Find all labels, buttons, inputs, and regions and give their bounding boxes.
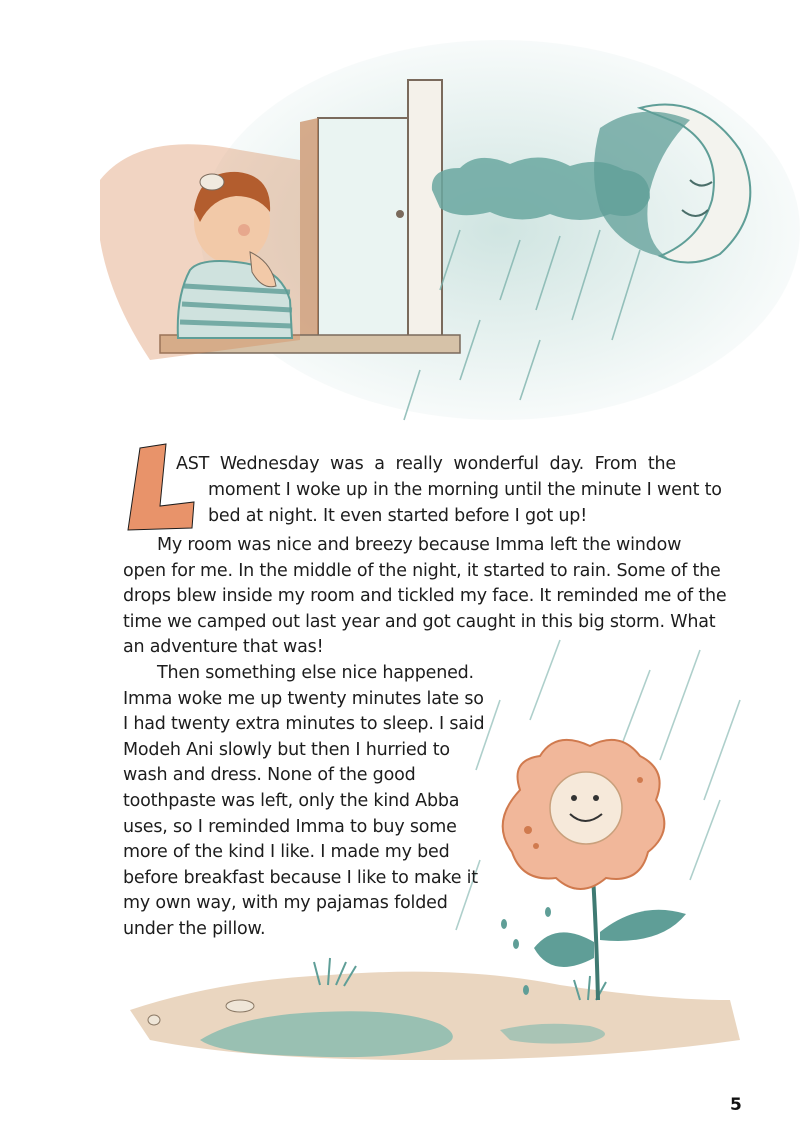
p3-line-8: more of the kind I like. I made my bed [123,842,450,863]
p2-line-4: time we camped out last year and got caught in this big storm. What [123,611,716,632]
p2-line-3: drops blew inside my room and tickled my face. It reminded me of the [123,586,727,607]
p3-line-4: Modeh Ani slowly but then I hurried to [123,739,450,760]
left-leaf [534,932,594,967]
paragraph-2 [123,533,727,661]
paragraph-3 [123,661,485,943]
p3-line-6: toothpaste was left, only the kind Abba [123,790,460,811]
p3-line-2: Imma woke me up twenty minutes late so [123,688,484,709]
leaf-on-ground [226,1000,254,1012]
p2-line-1: My room was nice and breezy because Imma left the window [157,535,682,555]
p3-line-1: Then something else nice happened. [157,663,474,683]
flower-face [503,740,665,889]
paragraph-1-indented [208,478,722,529]
p1-line-2: moment I woke up in the morning until the minute I went to [208,480,722,500]
p3-line-5: wash and dress. None of the good [123,765,416,786]
p3-line-3: I had twenty extra minutes to sleep. I said [123,714,485,735]
p1-line-3: bed at night. It even started before I got up! [208,505,588,526]
p2-line-5: an adventure that was! [123,637,324,658]
p3-line-11: under the pillow. [123,918,266,939]
pebble [148,1015,160,1025]
right-leaf [600,910,686,941]
p3-line-9: before breakfast because I like to make it [123,867,478,888]
p3-line-10: my own way, with my pajamas folded [123,893,448,914]
page-number: 5 [730,1095,742,1115]
p3-line-7: uses, so I reminded Imma to buy some [123,816,457,837]
paragraph-1 [176,452,676,478]
p2-line-2: open for me. In the middle of the night, it started to rain. Some of the [123,560,721,581]
p1-line-1: AST Wednesday was a really wonderful day. From the [176,454,676,474]
